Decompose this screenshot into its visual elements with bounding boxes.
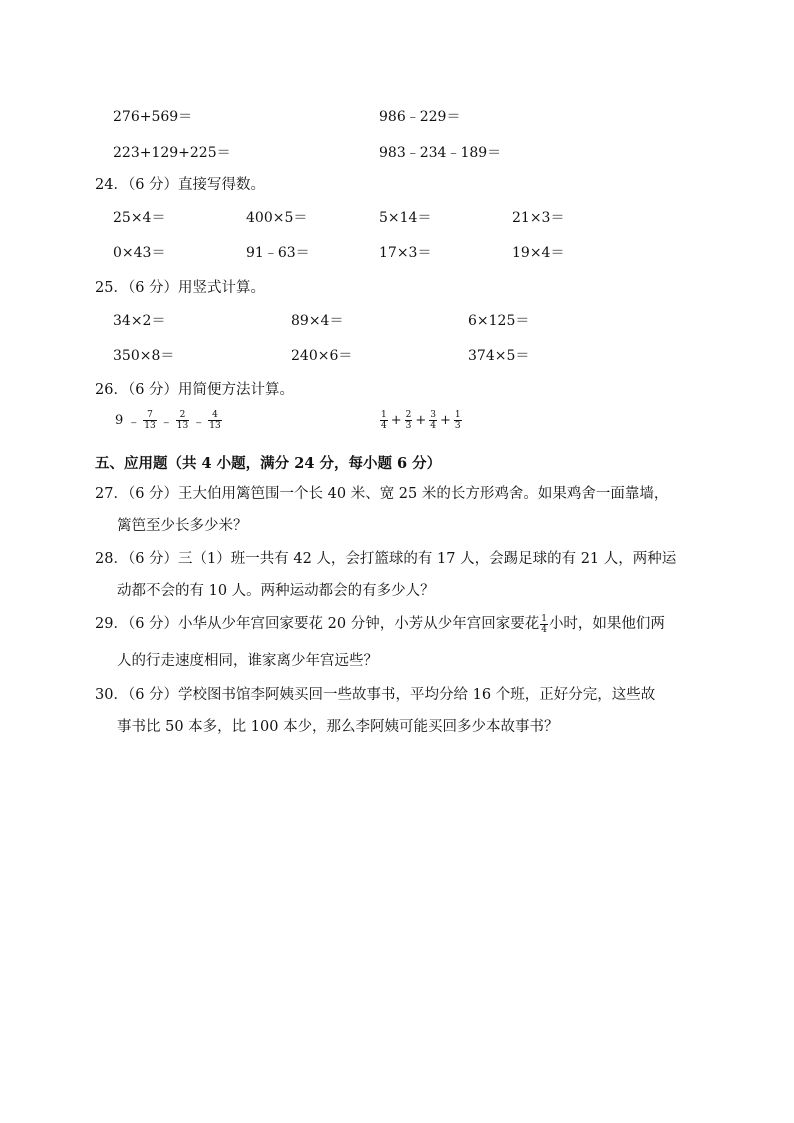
fraction: $\frac{2}{3}$ bbox=[405, 410, 412, 431]
section-5-heading: 五、应用题（共 4 小题，满分 24 分，每小题 6 分） bbox=[95, 455, 442, 472]
question-30-line1: 30．（6 分）学校图书馆李阿姨买回一些故事书，平均分给 16 个班，正好分完，这些故 bbox=[95, 687, 656, 703]
fraction-expression-1 bbox=[113, 410, 223, 431]
calc-item: 276+569＝ bbox=[113, 109, 193, 125]
fraction: $\frac{1}{4}$ bbox=[381, 410, 387, 431]
calc-item: 25×4＝ bbox=[113, 210, 166, 226]
calc-item: 986﹣229＝ bbox=[379, 109, 461, 125]
question-29-text-a: 29．（6 分）小华从少年宫回家要花 20 分钟，小芳从少年宫回家要花 bbox=[95, 616, 540, 632]
calc-item: 17×3＝ bbox=[379, 245, 432, 261]
question-30-line2: 事书比 50 本多，比 100 本少，那么李阿姨可能买回多少本故事书？ bbox=[117, 719, 559, 735]
calc-item: 983﹣234﹣189＝ bbox=[379, 145, 502, 161]
number: 9 bbox=[115, 413, 124, 428]
calc-item: 240×6＝ bbox=[291, 348, 353, 364]
calc-item: 19×4＝ bbox=[512, 245, 565, 261]
question-29-line1 bbox=[95, 612, 665, 635]
calc-item: 350×8＝ bbox=[113, 348, 175, 364]
fraction: $\frac{1}{4}$ bbox=[541, 613, 547, 635]
question-29-line2: 人的行走速度相同，谁家离少年宫远些？ bbox=[117, 653, 378, 669]
question-28-line1: 28．（6 分）三（1）班一共有 42 人，会打篮球的有 17 人，会踢足球的有 21 人，两种运 bbox=[95, 551, 677, 567]
calc-item: 34×2＝ bbox=[113, 313, 166, 329]
fraction: $\frac{1}{3}$ bbox=[454, 410, 461, 431]
question-28-line2: 动都不会的有 10 人。两种运动都会的有多少人？ bbox=[117, 583, 435, 599]
question-27-line2: 篱笆至少长多少米？ bbox=[117, 518, 248, 534]
question-24-title: 24．（6 分）直接写得数。 bbox=[95, 177, 266, 193]
question-26-title: 26．（6 分）用简便方法计算。 bbox=[95, 382, 295, 398]
minus-sign: ﹣ bbox=[159, 415, 173, 430]
calc-item: 6×125＝ bbox=[468, 313, 530, 329]
fraction: $\frac{2}{13}$ bbox=[176, 410, 189, 431]
fraction: $\frac{7}{13}$ bbox=[144, 410, 156, 431]
plus-sign: + bbox=[440, 413, 451, 428]
question-27-line1: 27．（6 分）王大伯用篱笆围一个长 40 米、宽 25 米的长方形鸡舍。如果鸡舍一面靠墙， bbox=[95, 486, 669, 502]
calc-item: 223+129+225＝ bbox=[113, 145, 231, 161]
plus-sign: + bbox=[390, 413, 402, 428]
calc-item: 0×43＝ bbox=[113, 245, 166, 261]
question-29-text-b: 小时，如果他们两 bbox=[548, 616, 665, 632]
calc-item: 89×4＝ bbox=[291, 313, 344, 329]
fraction: $\frac{3}{4}$ bbox=[430, 410, 437, 431]
fraction-expression-2 bbox=[379, 410, 463, 431]
minus-sign: ﹣ bbox=[127, 415, 141, 430]
calc-item: 400×5＝ bbox=[246, 210, 308, 226]
calc-item: 374×5＝ bbox=[468, 348, 530, 364]
calc-item: 91﹣63＝ bbox=[246, 245, 310, 261]
calc-item: 5×14＝ bbox=[379, 210, 432, 226]
question-25-title: 25．（6 分）用竖式计算。 bbox=[95, 280, 266, 296]
minus-sign: ﹣ bbox=[192, 415, 206, 430]
plus-sign: + bbox=[415, 413, 427, 428]
calc-item: 21×3＝ bbox=[512, 210, 565, 226]
fraction: $\frac{4}{13}$ bbox=[209, 410, 221, 431]
